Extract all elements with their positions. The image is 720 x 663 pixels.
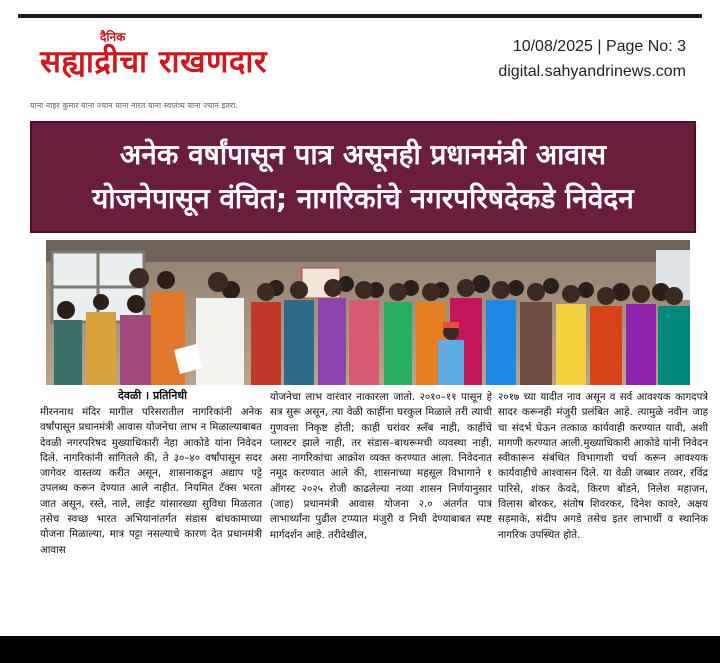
headline-banner [30,121,696,233]
photo-illustration [46,240,690,385]
top-rule [18,14,702,18]
dateline [498,34,686,84]
byline: देवळी । प्रतिनिधी [118,389,187,402]
masthead-logo: सह्याद्रीचा राखणदार [40,44,268,80]
headline-line-2: योजनेपासून वंचित; नागरिकांचे नगरपरिषदेकडे निवेदन [92,182,634,215]
headline-line-1: अनेक वर्षांपासून पात्र असूनही प्रधानमंत्री आवास [119,138,607,171]
site-url[interactable]: digital.sahyandrinews.com [498,63,686,80]
news-photo [46,240,690,385]
masthead-daily-label: दैनिक [100,30,126,44]
article-column-2: योजनेचा लाभ वारंवार नाकारला जातो. २०१०–११ पासून हे सत्र सुरू असून, त्या वेळी काहींना घरकुल मिळाले तरी त्याची गुणवत्ता निकृष्ट होती; काही घरांवर स्लॅब नाही, काहींचे प्लास्टर झाले नाही, तर संडास–बाथरूमची व्यवस्था नाही, असा नागरिकांचा आक्रोश व्यक्त करण्यात आला. निवेदनात नमूद करण्यात आले की, शासनाच्या महसूल विभागाने १ ऑगस्ट २०२५ रोजी काढलेल्या नव्या शासन निर्णयानुसार (जाह) प्रधानमंत्री आवास योजना २.० अंतर्गत पात्र लाभार्थ्यांना पुढील टप्प्यात मंजुरी व निधी देण्याबाबत स्पष्ट मार्गदर्शन आहे. तरीदेखील, [270,392,492,541]
date-page-number: 10/08/2025 | Page No: 3 [512,38,686,55]
masthead [40,26,380,88]
clipped-text-strip: याना नाहर कुमार याना ज्यान याना नारत याना स्वातंत्र्य याना ज्यान इतरा. [30,101,238,110]
article-column-1: मीरननाथ मंदिर मागील परिसरातील नागरिकांनी अनेक वर्षांपासून प्रधानमंत्री आवास योजनेचा लाभ न मिळाल्याबाबत देवळी नगरपरिषद मुख्याधिकारी नेहा आकोडे यांना निवेदन दिले. नागरिकांनी सांगितले की, ते ३०–४० वर्षांपासून सदर जागेवर वास्तव्य करीत असून, शासनाकडून अद्याप पट्टे उपलब्ध करून देण्यात आले नाहीत. नियमित टॅक्स भरता जात असून, रस्ते, नाले, लाईट यांसारख्या सुविधा मिळतात तसेच स्वच्छ भारत अभियानांतर्गत संडास बांधकामाच्या योजना मिळाल्या, मात्र पट्टा नसल्याचे कारण देत प्रधानमंत्री आवास [40,407,262,556]
article-column-3: २०१७ च्या यादीत नाव असून व सर्व आवश्यक कागदपत्रे सादर करूनही मंजुरी प्रलंबित आहे. त्यामुळे नवीन जाह चा संदर्भ घेऊन तत्काळ कार्यवाही करण्यात यावी, अशी मागणी करण्यात आली.मुख्याधिकारी आकोडे यांनी निवेदन स्वीकारून संबंधित विभागाशी चर्चा करून आवश्यक कार्यवाहीचे आश्वासन दिले. या वेळी जब्बार तव्वर, रविंद्र पारिसे, शंकर केवदे, किरण बोंडने, निलेश महाजन, विलास बोरकर, संतोष शिवरकर, दिनेश कावरे, अक्षय सड़माके, संदीप अगडे तसेच इतर लाभार्थी व स्थानिक नागरिक उपस्थित होते. [498,392,708,541]
